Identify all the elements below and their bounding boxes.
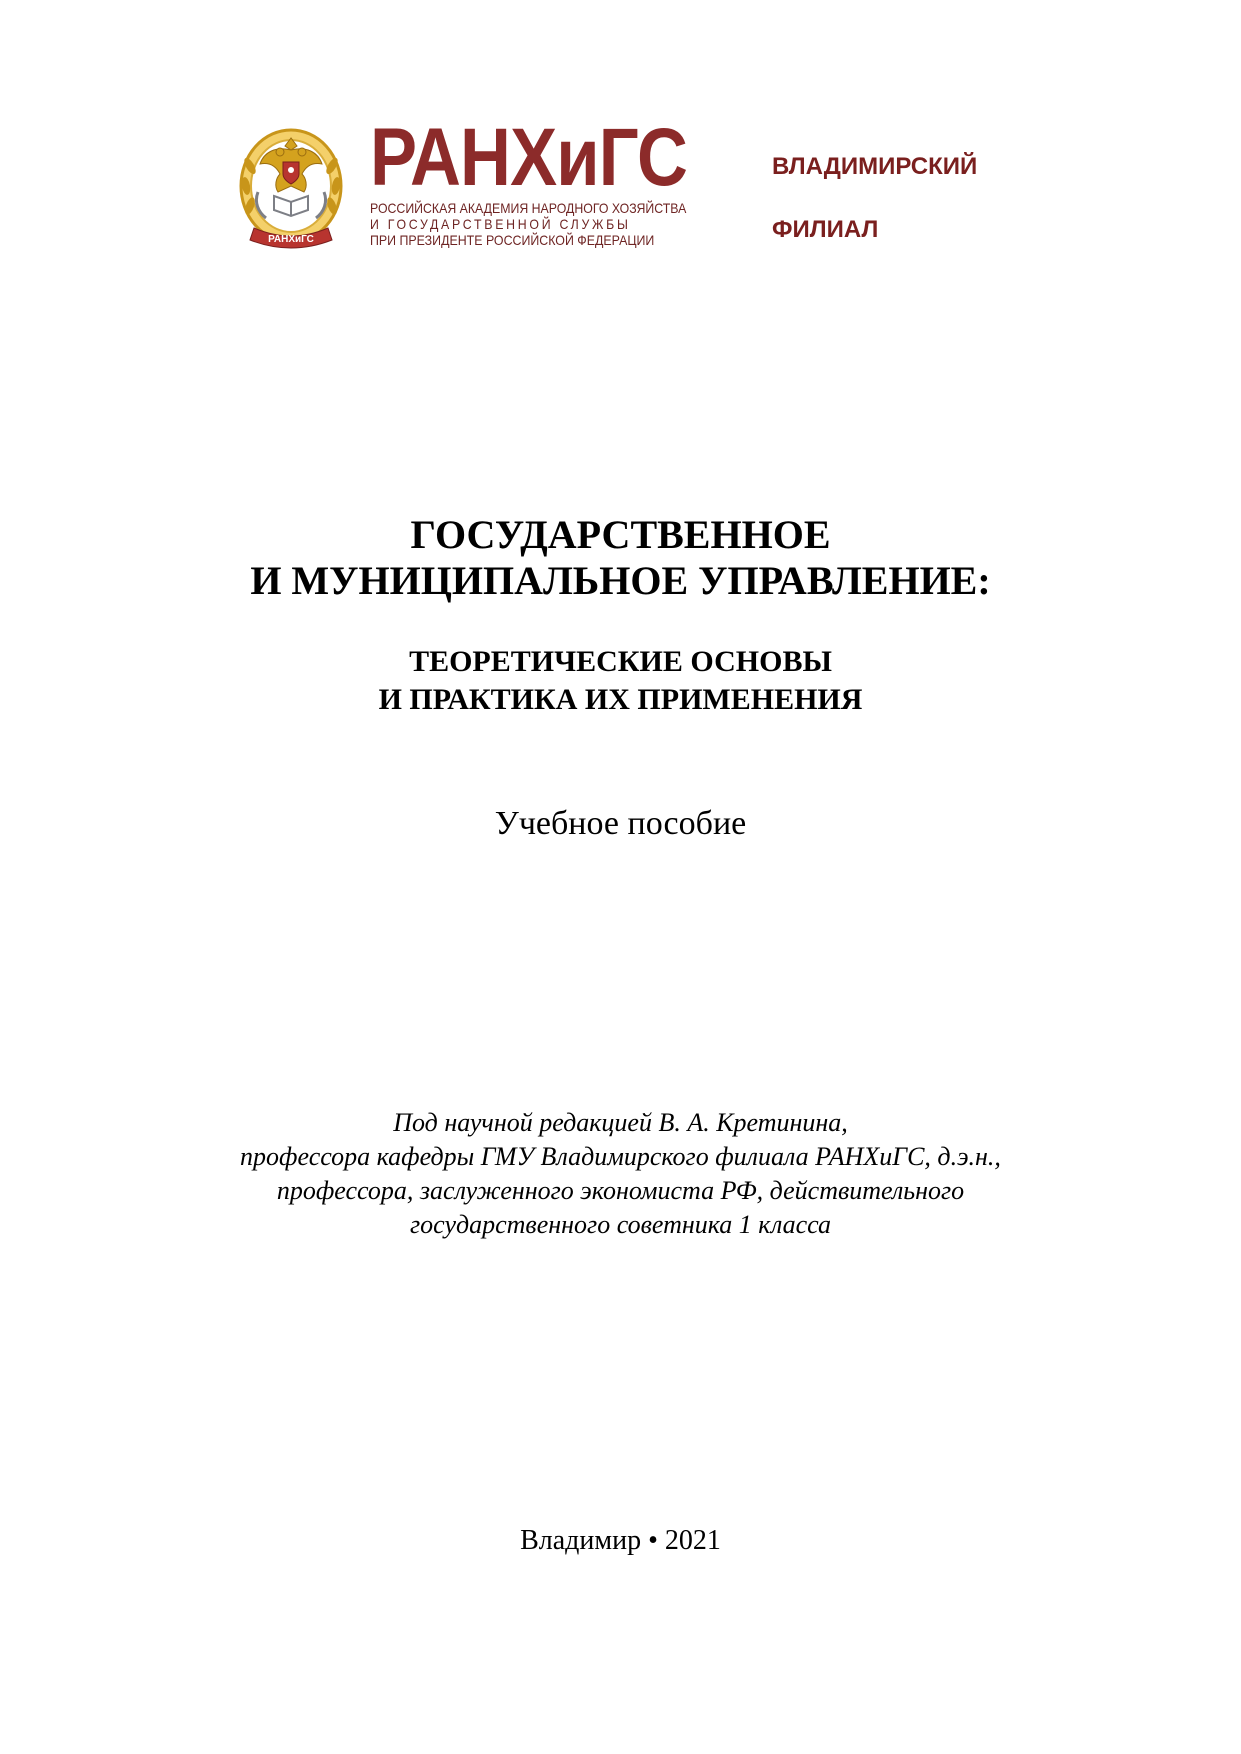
branch-line-1: ВЛАДИМИРСКИЙ	[772, 153, 978, 180]
subtitle-line-2: И ПРАКТИКА ИХ ПРИМЕНЕНИЯ	[378, 683, 863, 716]
subtitle-line-1: ТЕОРЕТИЧЕСКИЕ ОСНОВЫ	[409, 645, 832, 678]
document-type: Учебное пособие	[494, 805, 747, 842]
academy-emblem-icon	[236, 116, 346, 258]
imprint: Владимир • 2021	[520, 1525, 721, 1556]
logo-wordmark: РАНХиГС	[370, 112, 688, 203]
title-line-1: ГОСУДАРСТВЕННОЕ	[410, 512, 831, 557]
editor-line-2: профессора кафедры ГМУ Владимирского филиала РАНХиГС, д.э.н.,	[240, 1142, 1001, 1171]
logo-line-3: ПРИ ПРЕЗИДЕНТЕ РОССИЙСКОЙ ФЕДЕРАЦИИ	[370, 232, 655, 248]
header	[236, 112, 1016, 262]
editor-credits	[0, 1106, 1241, 1242]
emblem-ribbon-text: РАНХиГС	[268, 234, 314, 245]
logo-line-1: РОССИЙСКАЯ АКАДЕМИЯ НАРОДНОГО ХОЗЯЙСТВА	[370, 200, 687, 216]
branch-line-2: ФИЛИАЛ	[772, 216, 879, 243]
editor-line-1: Под научной редакцией В. А. Кретинина,	[393, 1108, 848, 1137]
branch-name	[772, 152, 977, 245]
editor-line-3: профессора, заслуженного экономиста РФ, действительного	[276, 1176, 965, 1205]
logo-line-2: И ГОСУДАРСТВЕННОЙ СЛУЖБЫ	[370, 216, 631, 232]
editor-line-4: государственного советника 1 класса	[409, 1210, 831, 1239]
title-line-2: И МУНИЦИПАЛЬНОЕ УПРАВЛЕНИЕ:	[250, 558, 991, 603]
academy-logo	[370, 112, 688, 260]
